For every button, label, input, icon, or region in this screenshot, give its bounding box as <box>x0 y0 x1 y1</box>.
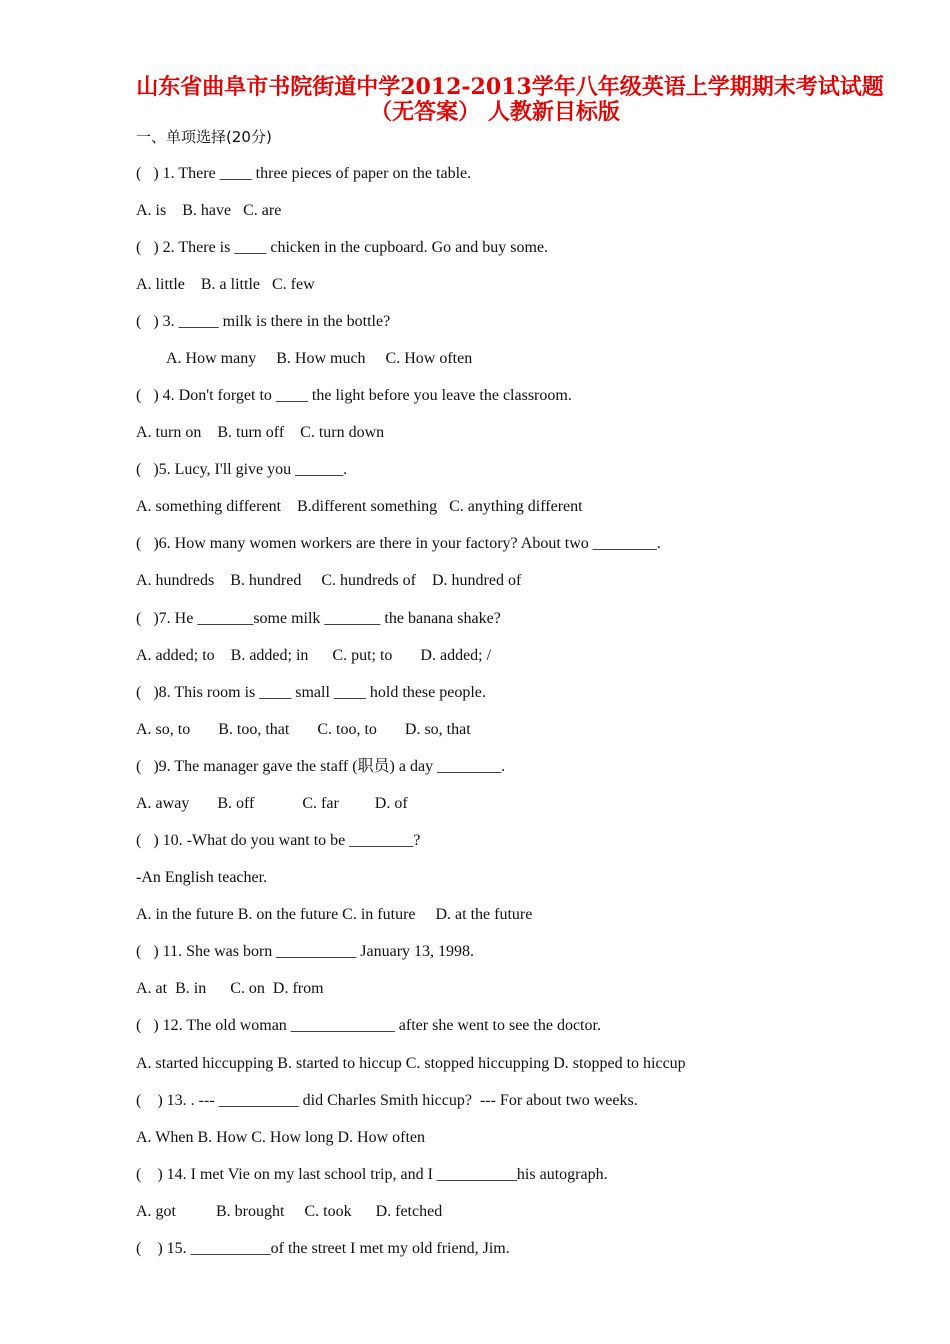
section-heading: 一、单项选择(20分) <box>136 128 272 146</box>
question-15: ( ) 15. __________of the street I met my old friend, Jim. <box>136 1240 510 1257</box>
options-2: A. little B. a little C. few <box>136 276 315 293</box>
question-12: ( ) 12. The old woman _____________ after she went to see the doctor. <box>136 1017 601 1034</box>
question-4: ( ) 4. Don't forget to ____ the light before you leave the classroom. <box>136 387 572 404</box>
options-5: A. something different B.different something C. anything different <box>136 498 583 515</box>
options-12: A. started hiccupping B. started to hiccup C. stopped hiccupping D. stopped to hiccup <box>136 1055 686 1072</box>
question-13: ( ) 13. . --- __________ did Charles Smith hiccup? --- For about two weeks. <box>136 1092 638 1109</box>
options-10: A. in the future B. on the future C. in future D. at the future <box>136 906 533 923</box>
dialogue-10: -An English teacher. <box>136 869 268 886</box>
options-1: A. is B. have C. are <box>136 202 282 219</box>
options-3: A. How many B. How much C. How often <box>166 350 473 367</box>
question-2: ( ) 2. There is ____ chicken in the cupboard. Go and buy some. <box>136 239 549 256</box>
exam-title-line-1: 山东省曲阜市书院街道中学2012-2013学年八年级英语上学期期末考试试题 <box>136 74 884 100</box>
question-1: ( ) 1. There ____ three pieces of paper on the table. <box>136 165 472 182</box>
options-13: A. When B. How C. How long D. How often <box>136 1129 426 1146</box>
options-7: A. added; to B. added; in C. put; to D. added; / <box>136 647 492 664</box>
exam-title-line-2: （无答案） 人教新目标版 <box>370 99 620 125</box>
question-7: ( )7. He _______some milk _______ the banana shake? <box>136 610 501 627</box>
question-10: ( ) 10. -What do you want to be ________? <box>136 832 421 849</box>
question-8: ( )8. This room is ____ small ____ hold these people. <box>136 684 486 701</box>
question-11: ( ) 11. She was born __________ January 13, 1998. <box>136 943 475 960</box>
question-14: ( ) 14. I met Vie on my last school trip, and I __________his autograph. <box>136 1166 608 1183</box>
options-6: A. hundreds B. hundred C. hundreds of D. hundred of <box>136 572 522 589</box>
question-9: ( )9. The manager gave the staff (职员) a day ________. <box>136 758 506 775</box>
options-8: A. so, to B. too, that C. too, to D. so, that <box>136 721 471 738</box>
question-6: ( )6. How many women workers are there in your factory? About two ________. <box>136 535 661 552</box>
options-11: A. at B. in C. on D. from <box>136 980 324 997</box>
options-14: A. got B. brought C. took D. fetched <box>136 1203 443 1220</box>
question-5: ( )5. Lucy, I'll give you ______. <box>136 461 348 478</box>
question-3: ( ) 3. _____ milk is there in the bottle? <box>136 313 391 330</box>
options-9: A. away B. off C. far D. of <box>136 795 408 812</box>
options-4: A. turn on B. turn off C. turn down <box>136 424 385 441</box>
